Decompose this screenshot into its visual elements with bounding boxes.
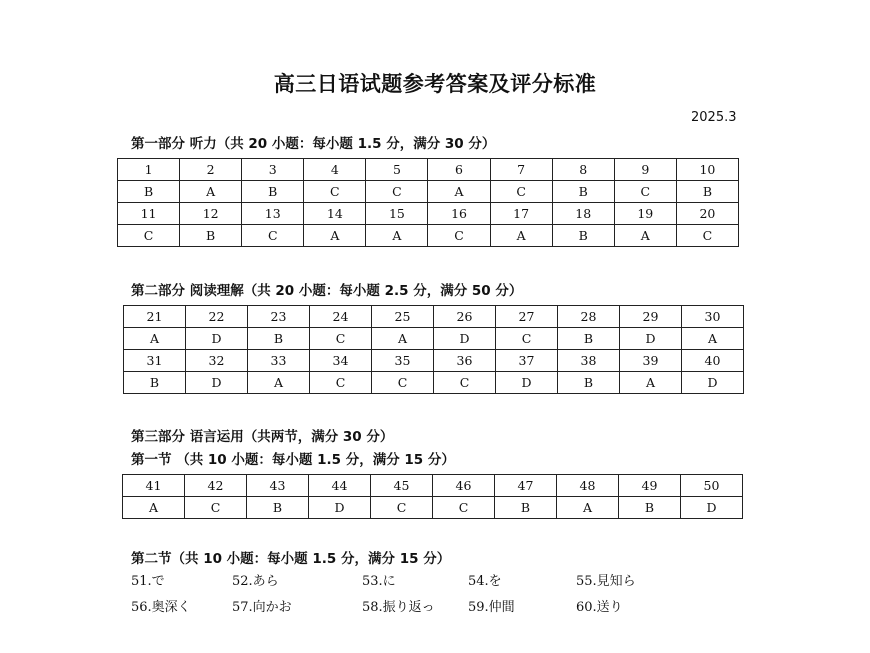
question-number-cell: 9 (614, 159, 676, 181)
answer-cell: B (242, 181, 304, 203)
answer-cell: A (682, 328, 744, 350)
question-number-cell: 16 (428, 203, 490, 225)
answer-cell: D (434, 328, 496, 350)
question-number-row (118, 159, 739, 181)
exam-date: 2025.3 (691, 110, 737, 125)
fill-in-answer: 52.あら (232, 574, 279, 589)
question-number-cell: 4 (304, 159, 366, 181)
question-number-cell: 5 (366, 159, 428, 181)
answer-row (118, 225, 739, 247)
question-number-cell: 23 (248, 306, 310, 328)
question-number-row (118, 203, 739, 225)
part3-section2-heading: 第二节（共 10 小题：每小题 1.5 分，满分 15 分） (131, 551, 451, 567)
question-number-cell: 48 (557, 475, 619, 497)
part3-section1-answer-table (122, 474, 743, 519)
answer-cell: B (124, 372, 186, 394)
answer-cell: C (304, 181, 366, 203)
part2-answer-table (123, 305, 744, 394)
fill-in-answer: 58.振り返っ (362, 600, 435, 615)
fill-in-answer: 53.に (362, 574, 396, 589)
question-number-cell: 14 (304, 203, 366, 225)
question-number-cell: 35 (372, 350, 434, 372)
part1-answer-table (117, 158, 739, 247)
answer-cell: B (247, 497, 309, 519)
question-number-cell: 1 (118, 159, 180, 181)
answer-cell: D (681, 497, 743, 519)
answer-cell: B (495, 497, 557, 519)
question-number-cell: 15 (366, 203, 428, 225)
question-number-cell: 21 (124, 306, 186, 328)
fill-in-answer: 56.奥深く (131, 600, 191, 615)
question-number-cell: 27 (496, 306, 558, 328)
question-number-cell: 37 (496, 350, 558, 372)
answer-cell: C (185, 497, 247, 519)
answer-cell: B (180, 225, 242, 247)
answer-cell: C (496, 328, 558, 350)
question-number-cell: 31 (124, 350, 186, 372)
question-number-cell: 8 (552, 159, 614, 181)
answer-cell: A (366, 225, 428, 247)
question-number-cell: 32 (186, 350, 248, 372)
answer-cell: D (496, 372, 558, 394)
fill-in-answer-list (131, 570, 731, 615)
question-number-cell: 22 (186, 306, 248, 328)
answer-cell: A (248, 372, 310, 394)
answer-cell: B (118, 181, 180, 203)
answer-cell: C (372, 372, 434, 394)
question-number-cell: 30 (682, 306, 744, 328)
answer-cell: A (372, 328, 434, 350)
answer-cell: C (490, 181, 552, 203)
answer-cell: A (620, 372, 682, 394)
answer-cell: A (614, 225, 676, 247)
answer-cell: A (428, 181, 490, 203)
answer-cell: D (620, 328, 682, 350)
answer-cell: D (186, 372, 248, 394)
answer-cell: C (371, 497, 433, 519)
question-number-cell: 10 (676, 159, 738, 181)
question-number-cell: 40 (682, 350, 744, 372)
question-number-cell: 25 (372, 306, 434, 328)
answer-cell: D (682, 372, 744, 394)
question-number-cell: 6 (428, 159, 490, 181)
question-number-cell: 41 (123, 475, 185, 497)
fill-in-answer: 60.送り (576, 600, 623, 615)
answer-cell: B (558, 372, 620, 394)
question-number-cell: 47 (495, 475, 557, 497)
answer-cell: C (242, 225, 304, 247)
answer-row (118, 181, 739, 203)
answer-cell: B (676, 181, 738, 203)
answer-cell: C (118, 225, 180, 247)
answer-cell: A (123, 497, 185, 519)
question-number-cell: 38 (558, 350, 620, 372)
page-title: 高三日语试题参考答案及评分标准 (273, 72, 597, 96)
question-number-cell: 11 (118, 203, 180, 225)
answer-cell: C (676, 225, 738, 247)
answer-cell: A (304, 225, 366, 247)
question-number-cell: 29 (620, 306, 682, 328)
question-number-cell: 50 (681, 475, 743, 497)
question-number-cell: 3 (242, 159, 304, 181)
question-number-cell: 12 (180, 203, 242, 225)
question-number-cell: 20 (676, 203, 738, 225)
answer-cell: C (428, 225, 490, 247)
question-number-cell: 2 (180, 159, 242, 181)
answer-cell: C (310, 328, 372, 350)
answer-cell: C (310, 372, 372, 394)
question-number-cell: 28 (558, 306, 620, 328)
answer-cell: B (558, 328, 620, 350)
answer-cell: C (366, 181, 428, 203)
question-number-cell: 49 (619, 475, 681, 497)
fill-in-answer: 57.向かお (232, 600, 292, 615)
answer-cell: C (434, 372, 496, 394)
question-number-cell: 7 (490, 159, 552, 181)
answer-row (123, 497, 743, 519)
answer-row (124, 372, 744, 394)
answer-cell: B (248, 328, 310, 350)
fill-in-answer: 55.見知ら (576, 574, 636, 589)
part3-section1-heading: 第一节 （共 10 小题：每小题 1.5 分，满分 15 分） (131, 452, 455, 468)
question-number-cell: 26 (434, 306, 496, 328)
question-number-cell: 45 (371, 475, 433, 497)
answer-cell: B (619, 497, 681, 519)
answer-cell: A (124, 328, 186, 350)
answer-cell: B (552, 181, 614, 203)
question-number-cell: 24 (310, 306, 372, 328)
answer-cell: A (557, 497, 619, 519)
part3-heading: 第三部分 语言运用（共两节，满分 30 分） (131, 429, 394, 445)
question-number-cell: 19 (614, 203, 676, 225)
question-number-cell: 33 (248, 350, 310, 372)
answer-cell: C (614, 181, 676, 203)
answer-row (124, 328, 744, 350)
fill-in-answer: 51.で (131, 574, 165, 589)
answer-cell: D (186, 328, 248, 350)
question-number-cell: 39 (620, 350, 682, 372)
answer-cell: B (552, 225, 614, 247)
question-number-cell: 18 (552, 203, 614, 225)
question-number-cell: 36 (434, 350, 496, 372)
answer-cell: A (490, 225, 552, 247)
question-number-cell: 13 (242, 203, 304, 225)
part1-heading: 第一部分 听力（共 20 小题：每小题 1.5 分，满分 30 分） (131, 136, 496, 152)
question-number-cell: 43 (247, 475, 309, 497)
answer-cell: C (433, 497, 495, 519)
question-number-cell: 34 (310, 350, 372, 372)
question-number-cell: 42 (185, 475, 247, 497)
fill-in-answer: 59.仲間 (468, 600, 515, 615)
question-number-cell: 44 (309, 475, 371, 497)
question-number-row (124, 306, 744, 328)
question-number-row (123, 475, 743, 497)
part2-heading: 第二部分 阅读理解（共 20 小题：每小题 2.5 分，满分 50 分） (131, 283, 523, 299)
question-number-cell: 17 (490, 203, 552, 225)
question-number-row (124, 350, 744, 372)
answer-cell: D (309, 497, 371, 519)
question-number-cell: 46 (433, 475, 495, 497)
answer-cell: A (180, 181, 242, 203)
fill-in-answer: 54.を (468, 574, 502, 589)
